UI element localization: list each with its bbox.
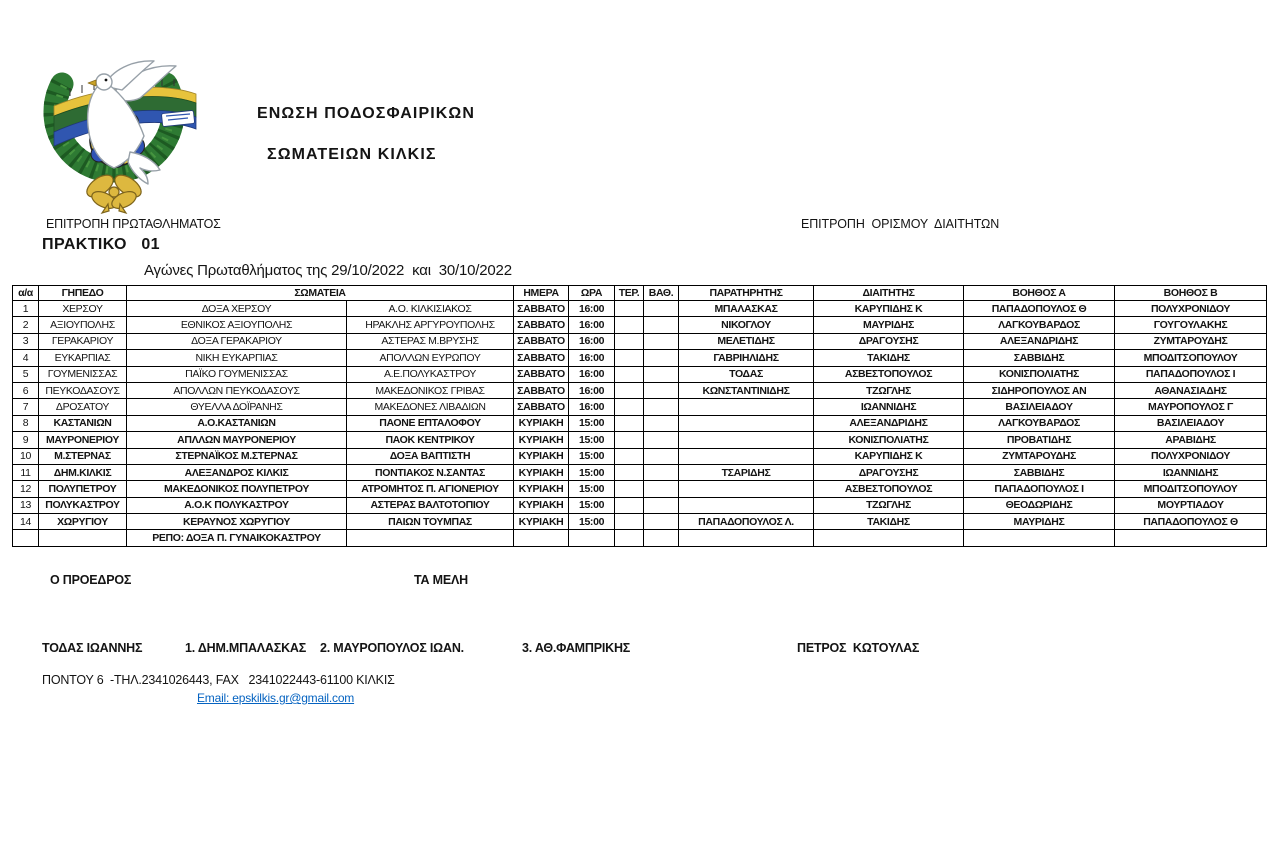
col-header-assistant-b: ΒΟΗΘΟΣ Β bbox=[1115, 286, 1267, 301]
cell-ter bbox=[615, 399, 644, 415]
cell-assistant-b: ΠΟΛΥΧΡΟΝΙΔΟΥ bbox=[1115, 301, 1267, 317]
cell-assistant-a: ΘΕΟΔΩΡΙΔΗΣ bbox=[964, 497, 1115, 513]
cell-ter bbox=[615, 317, 644, 333]
cell-venue: ΕΥΚΑΡΠΙΑΣ bbox=[39, 350, 127, 366]
cell-away-team: ΑΤΡΟΜΗΤΟΣ Π. ΑΓΙΟΝΕΡΙΟΥ bbox=[347, 481, 514, 497]
referee-committee-name: ΠΕΤΡΟΣ ΚΩΤΟΥΛΑΣ bbox=[797, 641, 920, 655]
cell-referee: ΔΡΑΓΟΥΣΗΣ bbox=[814, 333, 964, 349]
cell-ter bbox=[615, 432, 644, 448]
cell-observer: ΓΑΒΡΙΗΛΙΔΗΣ bbox=[679, 350, 814, 366]
col-header-referee: ΔΙΑΙΤΗΤΗΣ bbox=[814, 286, 964, 301]
cell-assistant-b: ΑΡΑΒΙΔΗΣ bbox=[1115, 432, 1267, 448]
table-row bbox=[13, 464, 1267, 480]
cell-day: ΣΑΒΒΑΤΟ bbox=[514, 350, 569, 366]
cell-ter bbox=[615, 333, 644, 349]
fixtures-body bbox=[13, 301, 1267, 547]
cell-time bbox=[569, 530, 615, 546]
cell-venue: ΠΕΥΚΟΔΑΣΟΥΣ bbox=[39, 382, 127, 398]
cell-day: ΚΥΡΙΑΚΗ bbox=[514, 432, 569, 448]
cell-num: 9 bbox=[13, 432, 39, 448]
member-1-name: 1. ΔΗΜ.ΜΠΑΛΑΣΚΑΣ bbox=[185, 641, 307, 655]
cell-time: 16:00 bbox=[569, 366, 615, 382]
table-row bbox=[13, 333, 1267, 349]
cell-referee: ΙΩΑΝΝΙΔΗΣ bbox=[814, 399, 964, 415]
table-row bbox=[13, 350, 1267, 366]
cell-venue: ΚΑΣΤΑΝΙΩΝ bbox=[39, 415, 127, 431]
cell-assistant-b: ΖΥΜΤΑΡΟΥΔΗΣ bbox=[1115, 333, 1267, 349]
cell-venue: Μ.ΣΤΕΡΝΑΣ bbox=[39, 448, 127, 464]
cell-assistant-b: ΓΟΥΓΟΥΛΑΚΗΣ bbox=[1115, 317, 1267, 333]
cell-referee: ΚΑΡΥΠΙΔΗΣ Κ bbox=[814, 448, 964, 464]
cell-ter bbox=[615, 530, 644, 546]
cell-ter bbox=[615, 366, 644, 382]
cell-vath bbox=[644, 366, 679, 382]
cell-time: 16:00 bbox=[569, 382, 615, 398]
cell-assistant-a: ΠΑΠΑΔΟΠΟΥΛΟΣ Θ bbox=[964, 301, 1115, 317]
cell-observer bbox=[679, 432, 814, 448]
table-row bbox=[13, 317, 1267, 333]
cell-vath bbox=[644, 497, 679, 513]
matches-date-subtitle: Αγώνες Πρωταθλήματος της 29/10/2022 και 30/10/2022 bbox=[144, 262, 512, 279]
cell-assistant-a: ΑΛΕΞΑΝΔΡΙΔΗΣ bbox=[964, 333, 1115, 349]
fixtures-table bbox=[12, 285, 1267, 547]
member-3-name: 3. ΑΘ.ΦΑΜΠΡΙΚΗΣ bbox=[522, 641, 631, 655]
cell-observer bbox=[679, 399, 814, 415]
cell-time: 16:00 bbox=[569, 399, 615, 415]
cell-day: ΚΥΡΙΑΚΗ bbox=[514, 415, 569, 431]
cell-venue: ΠΟΛΥΠΕΤΡΟΥ bbox=[39, 481, 127, 497]
cell-venue: ΧΕΡΣΟΥ bbox=[39, 301, 127, 317]
cell-assistant-a bbox=[964, 530, 1115, 546]
cell-assistant-b: ΜΟΥΡΤΙΑΔΟΥ bbox=[1115, 497, 1267, 513]
table-header-row bbox=[13, 286, 1267, 301]
members-label: ΤΑ ΜΕΛΗ bbox=[414, 573, 468, 587]
cell-away-team: Α.Ε.ΠΟΛΥΚΑΣΤΡΟΥ bbox=[347, 366, 514, 382]
col-header-ter: ΤΕΡ. bbox=[615, 286, 644, 301]
cell-observer: ΚΩΝΣΤΑΝΤΙΝΙΔΗΣ bbox=[679, 382, 814, 398]
cell-num bbox=[13, 530, 39, 546]
cell-assistant-b: ΒΑΣΙΛΕΙΑΔΟΥ bbox=[1115, 415, 1267, 431]
cell-num: 8 bbox=[13, 415, 39, 431]
president-name: ΤΟΔΑΣ ΙΩΑΝΝΗΣ bbox=[42, 641, 143, 655]
table-row bbox=[13, 415, 1267, 431]
cell-vath bbox=[644, 333, 679, 349]
cell-assistant-a: ΒΑΣΙΛΕΙΑΔΟΥ bbox=[964, 399, 1115, 415]
cell-num: 12 bbox=[13, 481, 39, 497]
cell-num: 3 bbox=[13, 333, 39, 349]
cell-day: ΚΥΡΙΑΚΗ bbox=[514, 448, 569, 464]
cell-num: 14 bbox=[13, 514, 39, 530]
email-link[interactable]: Email: epskilkis.gr@gmail.com bbox=[197, 691, 355, 705]
cell-ter bbox=[615, 481, 644, 497]
cell-assistant-b: ΠΑΠΑΔΟΠΟΥΛΟΣ Ι bbox=[1115, 366, 1267, 382]
cell-away-team bbox=[347, 530, 514, 546]
cell-assistant-a: ΜΑΥΡΙΔΗΣ bbox=[964, 514, 1115, 530]
cell-vath bbox=[644, 448, 679, 464]
col-header-assistant-a: ΒΟΗΘΟΣ Α bbox=[964, 286, 1115, 301]
cell-away-team: ΠΟΝΤΙΑΚΟΣ Ν.ΣΑΝΤΑΣ bbox=[347, 464, 514, 480]
col-header-teams: ΣΩΜΑΤΕΙΑ bbox=[127, 286, 514, 301]
cell-home-team: Α.Ο.ΚΑΣΤΑΝΙΩΝ bbox=[127, 415, 347, 431]
cell-vath bbox=[644, 350, 679, 366]
cell-away-team: ΜΑΚΕΔΟΝΕΣ ΛΙΒΑΔΙΩΝ bbox=[347, 399, 514, 415]
cell-observer bbox=[679, 530, 814, 546]
cell-assistant-a: ΖΥΜΤΑΡΟΥΔΗΣ bbox=[964, 448, 1115, 464]
cell-referee bbox=[814, 530, 964, 546]
cell-observer bbox=[679, 415, 814, 431]
cell-vath bbox=[644, 415, 679, 431]
cell-away-team: ΔΟΞΑ ΒΑΠΤΙΣΤΗ bbox=[347, 448, 514, 464]
eps-kilkis-logo bbox=[12, 56, 218, 214]
cell-ter bbox=[615, 448, 644, 464]
table-row bbox=[13, 399, 1267, 415]
col-header-observer: ΠΑΡΑΤΗΡΗΤΗΣ bbox=[679, 286, 814, 301]
cell-assistant-a: ΣΑΒΒΙΔΗΣ bbox=[964, 350, 1115, 366]
cell-assistant-a: ΛΑΓΚΟΥΒΑΡΔΟΣ bbox=[964, 317, 1115, 333]
cell-assistant-a: ΠΑΠΑΔΟΠΟΥΛΟΣ Ι bbox=[964, 481, 1115, 497]
col-header-num: α/α bbox=[13, 286, 39, 301]
cell-vath bbox=[644, 464, 679, 480]
table-row bbox=[13, 432, 1267, 448]
cell-num: 10 bbox=[13, 448, 39, 464]
cell-home-team: ΜΑΚΕΔΟΝΙΚΟΣ ΠΟΛΥΠΕΤΡΟΥ bbox=[127, 481, 347, 497]
cell-home-team: ΔΟΞΑ ΓΕΡΑΚΑΡΙΟΥ bbox=[127, 333, 347, 349]
cell-away-team: ΗΡΑΚΛΗΣ ΑΡΓΥΡΟΥΠΟΛΗΣ bbox=[347, 317, 514, 333]
table-row bbox=[13, 382, 1267, 398]
cell-referee: ΜΑΥΡΙΔΗΣ bbox=[814, 317, 964, 333]
cell-ter bbox=[615, 497, 644, 513]
cell-assistant-b: ΠΟΛΥΧΡΟΝΙΔΟΥ bbox=[1115, 448, 1267, 464]
cell-day: ΣΑΒΒΑΤΟ bbox=[514, 382, 569, 398]
cell-ter bbox=[615, 415, 644, 431]
cell-referee: ΑΣΒΕΣΤΟΠΟΥΛΟΣ bbox=[814, 481, 964, 497]
cell-vath bbox=[644, 301, 679, 317]
praktiko-number: ΠΡΑΚΤΙΚΟ 01 bbox=[42, 236, 160, 253]
cell-observer: ΤΣΑΡΙΔΗΣ bbox=[679, 464, 814, 480]
cell-assistant-a: ΚΟΝΙΣΠΟΛΙΑΤΗΣ bbox=[964, 366, 1115, 382]
cell-num: 6 bbox=[13, 382, 39, 398]
cell-assistant-b: ΜΠΟΔΙΤΣΟΠΟΥΛΟΥ bbox=[1115, 350, 1267, 366]
address-line: ΠΟΝΤΟΥ 6 -ΤΗΛ.2341026443, FAX 2341022443-61100 ΚΙΛΚΙΣ bbox=[42, 673, 395, 687]
cell-time: 16:00 bbox=[569, 333, 615, 349]
col-header-time: ΩΡΑ bbox=[569, 286, 615, 301]
cell-day: ΚΥΡΙΑΚΗ bbox=[514, 481, 569, 497]
cell-home-team: ΑΠΛΛΩΝ ΜΑΥΡΟΝΕΡΙΟΥ bbox=[127, 432, 347, 448]
cell-observer: ΝΙΚΟΓΛΟΥ bbox=[679, 317, 814, 333]
cell-assistant-a: ΠΡΟΒΑΤΙΔΗΣ bbox=[964, 432, 1115, 448]
cell-vath bbox=[644, 432, 679, 448]
cell-away-team: ΑΠΟΛΛΩΝ ΕΥΡΩΠΟΥ bbox=[347, 350, 514, 366]
cell-referee: ΚΟΝΙΣΠΟΛΙΑΤΗΣ bbox=[814, 432, 964, 448]
cell-home-team: ΚΕΡΑΥΝΟΣ ΧΩΡΥΓΙΟΥ bbox=[127, 514, 347, 530]
cell-home-team: ΠΑΪΚΟ ΓΟΥΜΕΝΙΣΣΑΣ bbox=[127, 366, 347, 382]
cell-referee: ΑΣΒΕΣΤΟΠΟΥΛΟΣ bbox=[814, 366, 964, 382]
cell-time: 16:00 bbox=[569, 301, 615, 317]
cell-day: ΣΑΒΒΑΤΟ bbox=[514, 333, 569, 349]
cell-home-team: ΝΙΚΗ ΕΥΚΑΡΠΙΑΣ bbox=[127, 350, 347, 366]
cell-venue: ΔΗΜ.ΚΙΛΚΙΣ bbox=[39, 464, 127, 480]
cell-away-team: ΜΑΚΕΔΟΝΙΚΟΣ ΓΡΙΒΑΣ bbox=[347, 382, 514, 398]
cell-away-team: ΠΑΟΝΕ ΕΠΤΑΛΟΦΟΥ bbox=[347, 415, 514, 431]
cell-venue: ΓΟΥΜΕΝΙΣΣΑΣ bbox=[39, 366, 127, 382]
member-2-name: 2. ΜΑΥΡΟΠΟΥΛΟΣ ΙΩΑΝ. bbox=[320, 641, 464, 655]
cell-away-team: ΑΣΤΕΡΑΣ Μ.ΒΡΥΣΗΣ bbox=[347, 333, 514, 349]
cell-ter bbox=[615, 382, 644, 398]
cell-referee: ΤΑΚΙΔΗΣ bbox=[814, 350, 964, 366]
cell-day: ΣΑΒΒΑΤΟ bbox=[514, 317, 569, 333]
cell-venue bbox=[39, 530, 127, 546]
cell-venue: ΧΩΡΥΓΙΟΥ bbox=[39, 514, 127, 530]
cell-observer: ΤΟΔΑΣ bbox=[679, 366, 814, 382]
cell-home-team: ΘΥΕΛΛΑ ΔΟΪΡΑΝΗΣ bbox=[127, 399, 347, 415]
referee-assignment-committee-label: ΕΠΙΤΡΟΠΗ ΟΡΙΣΜΟΥ ΔΙΑΙΤΗΤΩΝ bbox=[801, 217, 1000, 231]
cell-home-team: ΡΕΠΟ: ΔΟΞΑ Π. ΓΥΝΑΙΚΟΚΑΣΤΡΟΥ bbox=[127, 530, 347, 546]
table-row bbox=[13, 530, 1267, 546]
cell-day: ΚΥΡΙΑΚΗ bbox=[514, 514, 569, 530]
cell-time: 15:00 bbox=[569, 432, 615, 448]
cell-assistant-b: ΙΩΑΝΝΙΔΗΣ bbox=[1115, 464, 1267, 480]
cell-assistant-a: ΣΙΔΗΡΟΠΟΥΛΟΣ ΑΝ bbox=[964, 382, 1115, 398]
cell-day bbox=[514, 530, 569, 546]
cell-away-team: ΑΣΤΕΡΑΣ ΒΑΛΤΟΤΟΠΙΟΥ bbox=[347, 497, 514, 513]
cell-observer bbox=[679, 481, 814, 497]
cell-referee: ΤΖΩΓΛΗΣ bbox=[814, 382, 964, 398]
col-header-day: ΗΜΕΡΑ bbox=[514, 286, 569, 301]
cell-referee: ΤΑΚΙΔΗΣ bbox=[814, 514, 964, 530]
table-row bbox=[13, 514, 1267, 530]
cell-ter bbox=[615, 350, 644, 366]
cell-referee: ΤΖΩΓΛΗΣ bbox=[814, 497, 964, 513]
cell-venue: ΑΞΙΟΥΠΟΛΗΣ bbox=[39, 317, 127, 333]
cell-time: 16:00 bbox=[569, 350, 615, 366]
cell-assistant-b bbox=[1115, 530, 1267, 546]
cell-referee: ΑΛΕΞΑΝΔΡΙΔΗΣ bbox=[814, 415, 964, 431]
table-row bbox=[13, 301, 1267, 317]
table-row bbox=[13, 448, 1267, 464]
col-header-vath: ΒΑΘ. bbox=[644, 286, 679, 301]
cell-assistant-b: ΜΠΟΔΙΤΣΟΠΟΥΛΟΥ bbox=[1115, 481, 1267, 497]
cell-time: 15:00 bbox=[569, 464, 615, 480]
cell-vath bbox=[644, 530, 679, 546]
cell-num: 2 bbox=[13, 317, 39, 333]
cell-referee: ΚΑΡΥΠΙΔΗΣ Κ bbox=[814, 301, 964, 317]
president-label: Ο ΠΡΟΕΔΡΟΣ bbox=[50, 573, 132, 587]
org-title-line1: ΕΝΩΣΗ ΠΟΔΟΣΦΑΙΡΙΚΩΝ bbox=[257, 105, 476, 122]
cell-vath bbox=[644, 514, 679, 530]
cell-home-team: ΣΤΕΡΝΑΪΚΟΣ Μ.ΣΤΕΡΝΑΣ bbox=[127, 448, 347, 464]
cell-time: 15:00 bbox=[569, 497, 615, 513]
table-row bbox=[13, 481, 1267, 497]
cell-observer: ΜΕΛΕΤΙΔΗΣ bbox=[679, 333, 814, 349]
cell-vath bbox=[644, 481, 679, 497]
cell-home-team: ΑΛΕΞΑΝΔΡΟΣ ΚΙΛΚΙΣ bbox=[127, 464, 347, 480]
cell-away-team: ΠΑΟΚ ΚΕΝΤΡΙΚΟΥ bbox=[347, 432, 514, 448]
cell-ter bbox=[615, 514, 644, 530]
cell-day: ΚΥΡΙΑΚΗ bbox=[514, 497, 569, 513]
cell-assistant-a: ΛΑΓΚΟΥΒΑΡΔΟΣ bbox=[964, 415, 1115, 431]
cell-assistant-b: ΜΑΥΡΟΠΟΥΛΟΣ Γ bbox=[1115, 399, 1267, 415]
cell-away-team: ΠΑΙΩΝ ΤΟΥΜΠΑΣ bbox=[347, 514, 514, 530]
cell-venue: ΜΑΥΡΟΝΕΡΙΟΥ bbox=[39, 432, 127, 448]
cell-ter bbox=[615, 464, 644, 480]
cell-observer bbox=[679, 497, 814, 513]
cell-num: 11 bbox=[13, 464, 39, 480]
cell-num: 7 bbox=[13, 399, 39, 415]
cell-observer: ΜΠΑΛΑΣΚΑΣ bbox=[679, 301, 814, 317]
cell-home-team: ΔΟΞΑ ΧΕΡΣΟΥ bbox=[127, 301, 347, 317]
cell-day: ΚΥΡΙΑΚΗ bbox=[514, 464, 569, 480]
cell-num: 13 bbox=[13, 497, 39, 513]
cell-assistant-b: ΑΘΑΝΑΣΙΑΔΗΣ bbox=[1115, 382, 1267, 398]
cell-vath bbox=[644, 317, 679, 333]
cell-num: 5 bbox=[13, 366, 39, 382]
cell-venue: ΔΡΟΣΑΤΟΥ bbox=[39, 399, 127, 415]
cell-referee: ΔΡΑΓΟΥΣΗΣ bbox=[814, 464, 964, 480]
cell-away-team: Α.Ο. ΚΙΛΚΙΣΙΑΚΟΣ bbox=[347, 301, 514, 317]
cell-time: 15:00 bbox=[569, 514, 615, 530]
cell-day: ΣΑΒΒΑΤΟ bbox=[514, 366, 569, 382]
table-row bbox=[13, 497, 1267, 513]
cell-observer bbox=[679, 448, 814, 464]
cell-home-team: Α.Ο.Κ ΠΟΛΥΚΑΣΤΡΟΥ bbox=[127, 497, 347, 513]
cell-observer: ΠΑΠΑΔΟΠΟΥΛΟΣ Λ. bbox=[679, 514, 814, 530]
cell-assistant-b: ΠΑΠΑΔΟΠΟΥΛΟΣ Θ bbox=[1115, 514, 1267, 530]
cell-day: ΣΑΒΒΑΤΟ bbox=[514, 301, 569, 317]
org-title-line2: ΣΩΜΑΤΕΙΩΝ ΚΙΛΚΙΣ bbox=[267, 146, 437, 163]
cell-num: 1 bbox=[13, 301, 39, 317]
cell-time: 15:00 bbox=[569, 481, 615, 497]
cell-home-team: ΕΘΝΙΚΟΣ ΑΞΙΟΥΠΟΛΗΣ bbox=[127, 317, 347, 333]
cell-day: ΣΑΒΒΑΤΟ bbox=[514, 399, 569, 415]
cell-assistant-a: ΣΑΒΒΙΔΗΣ bbox=[964, 464, 1115, 480]
cell-num: 4 bbox=[13, 350, 39, 366]
cell-time: 15:00 bbox=[569, 415, 615, 431]
cell-home-team: ΑΠΟΛΛΩΝ ΠΕΥΚΟΔΑΣΟΥΣ bbox=[127, 382, 347, 398]
col-header-venue: ΓΗΠΕΔΟ bbox=[39, 286, 127, 301]
cell-time: 15:00 bbox=[569, 448, 615, 464]
table-row bbox=[13, 366, 1267, 382]
cell-time: 16:00 bbox=[569, 317, 615, 333]
cell-vath bbox=[644, 399, 679, 415]
cell-venue: ΠΟΛΥΚΑΣΤΡΟΥ bbox=[39, 497, 127, 513]
championship-committee-label: ΕΠΙΤΡΟΠΗ ΠΡΩΤΑΘΛΗΜΑΤΟΣ bbox=[46, 217, 221, 231]
cell-venue: ΓΕΡΑΚΑΡΙΟΥ bbox=[39, 333, 127, 349]
cell-vath bbox=[644, 382, 679, 398]
cell-ter bbox=[615, 301, 644, 317]
